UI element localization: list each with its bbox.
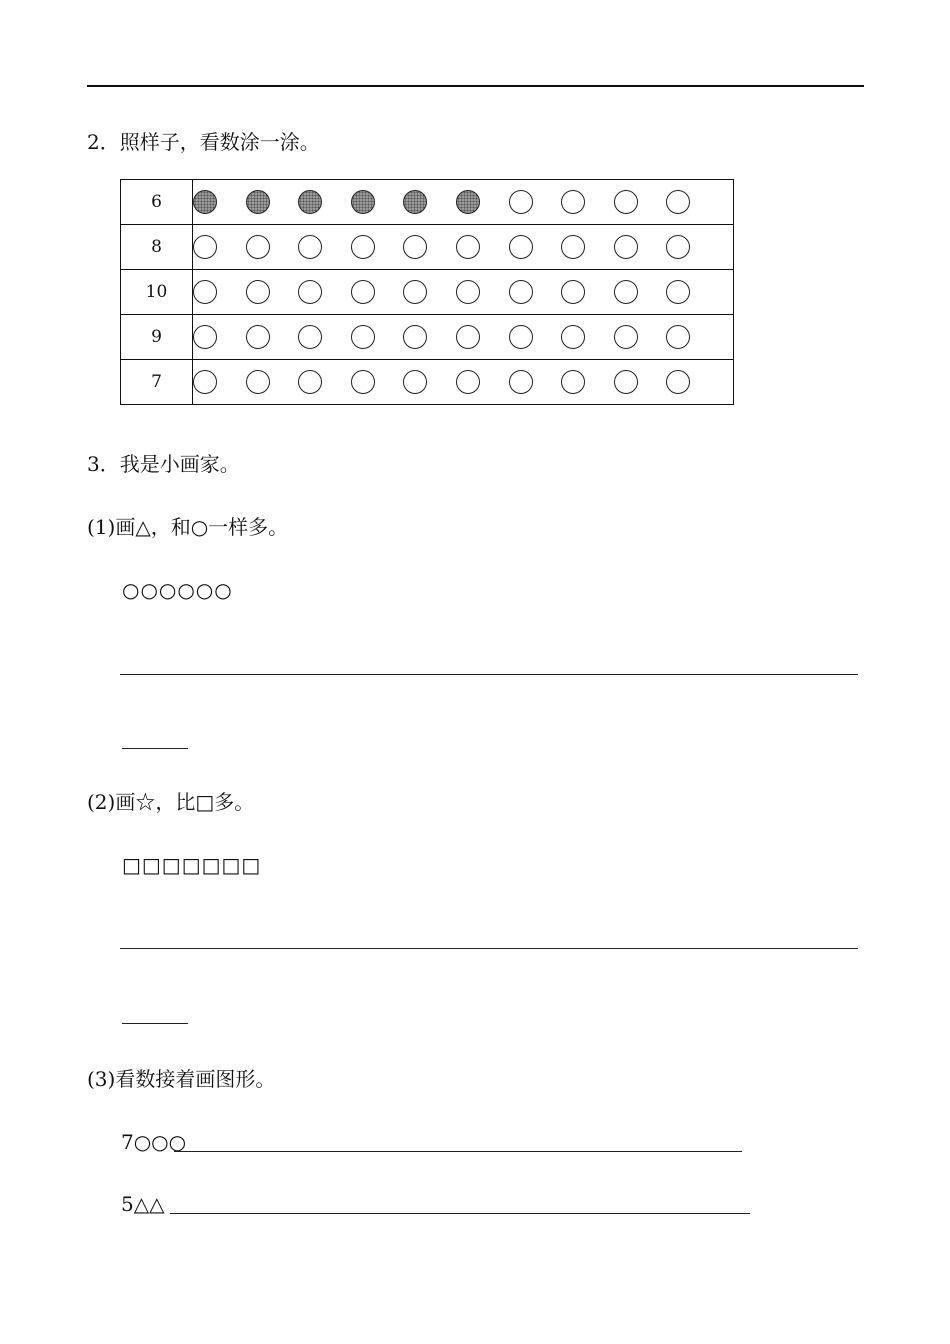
empty-circle[interactable] — [614, 235, 638, 259]
empty-circle[interactable] — [666, 280, 690, 304]
empty-circle[interactable] — [193, 325, 217, 349]
empty-circle[interactable] — [666, 235, 690, 259]
part-3-row-5-answer-line[interactable] — [170, 1213, 750, 1214]
row-number: 6 — [121, 180, 193, 225]
part-1-answer-line-short[interactable] — [122, 748, 188, 749]
empty-circle[interactable] — [298, 280, 322, 304]
part-2-answer-line-short[interactable] — [122, 1023, 188, 1024]
empty-circle[interactable] — [298, 325, 322, 349]
part-1-answer-line[interactable] — [120, 674, 858, 675]
table-row — [121, 360, 734, 405]
part-1-circles: ○○○○○○ — [122, 578, 233, 602]
empty-circle[interactable] — [246, 235, 270, 259]
empty-circle[interactable] — [456, 235, 480, 259]
part-2-squares: □□□□□□□ — [122, 853, 262, 877]
filled-circle[interactable] — [246, 190, 270, 214]
table-row — [121, 225, 734, 270]
empty-circle[interactable] — [246, 370, 270, 394]
dot-cell — [193, 270, 734, 315]
row-number: 10 — [121, 270, 193, 315]
empty-circle[interactable] — [298, 235, 322, 259]
row-number: 9 — [121, 315, 193, 360]
empty-circle[interactable] — [666, 370, 690, 394]
empty-circle[interactable] — [456, 325, 480, 349]
table-row — [121, 315, 734, 360]
empty-circle[interactable] — [509, 370, 533, 394]
empty-circle[interactable] — [561, 325, 585, 349]
empty-circle[interactable] — [509, 280, 533, 304]
part-2-prompt: (2)画☆，比□多。 — [87, 790, 255, 814]
part-3-row-7-start: 7○○○ — [121, 1130, 187, 1154]
table-row — [121, 270, 734, 315]
empty-circle[interactable] — [456, 370, 480, 394]
filled-circle[interactable] — [193, 190, 217, 214]
part-1-prompt: (1)画△，和○一样多。 — [87, 515, 289, 539]
empty-circle[interactable] — [561, 370, 585, 394]
table-row — [121, 180, 734, 225]
part-3-row-5-start: 5△△ — [121, 1192, 165, 1216]
empty-circle[interactable] — [561, 280, 585, 304]
empty-circle[interactable] — [561, 190, 585, 214]
part-3-prompt: (3)看数接着画图形。 — [87, 1067, 276, 1091]
row-number: 8 — [121, 225, 193, 270]
dot-cell — [193, 225, 734, 270]
dot-cell — [193, 315, 734, 360]
empty-circle[interactable] — [509, 325, 533, 349]
empty-circle[interactable] — [666, 190, 690, 214]
part-2-answer-line[interactable] — [120, 948, 858, 949]
filled-circle[interactable] — [298, 190, 322, 214]
filled-circle[interactable] — [456, 190, 480, 214]
empty-circle[interactable] — [351, 370, 375, 394]
question-3-title: 3．我是小画家。 — [87, 452, 240, 476]
empty-circle[interactable] — [561, 235, 585, 259]
empty-circle[interactable] — [403, 325, 427, 349]
empty-circle[interactable] — [509, 190, 533, 214]
part-3-row-7-answer-line[interactable] — [174, 1151, 742, 1152]
empty-circle[interactable] — [193, 280, 217, 304]
empty-circle[interactable] — [351, 325, 375, 349]
empty-circle[interactable] — [614, 190, 638, 214]
empty-circle[interactable] — [403, 235, 427, 259]
top-rule — [87, 85, 864, 87]
empty-circle[interactable] — [246, 280, 270, 304]
empty-circle[interactable] — [351, 280, 375, 304]
empty-circle[interactable] — [246, 325, 270, 349]
empty-circle[interactable] — [298, 370, 322, 394]
empty-circle[interactable] — [509, 235, 533, 259]
coloring-table — [120, 179, 734, 405]
empty-circle[interactable] — [193, 370, 217, 394]
empty-circle[interactable] — [403, 370, 427, 394]
empty-circle[interactable] — [614, 370, 638, 394]
empty-circle[interactable] — [456, 280, 480, 304]
row-number: 7 — [121, 360, 193, 405]
empty-circle[interactable] — [403, 280, 427, 304]
filled-circle[interactable] — [403, 190, 427, 214]
empty-circle[interactable] — [666, 325, 690, 349]
empty-circle[interactable] — [614, 325, 638, 349]
empty-circle[interactable] — [351, 235, 375, 259]
dot-cell — [193, 360, 734, 405]
dot-cell — [193, 180, 734, 225]
empty-circle[interactable] — [614, 280, 638, 304]
filled-circle[interactable] — [351, 190, 375, 214]
question-2-title: 2．照样子，看数涂一涂。 — [87, 130, 320, 154]
empty-circle[interactable] — [193, 235, 217, 259]
